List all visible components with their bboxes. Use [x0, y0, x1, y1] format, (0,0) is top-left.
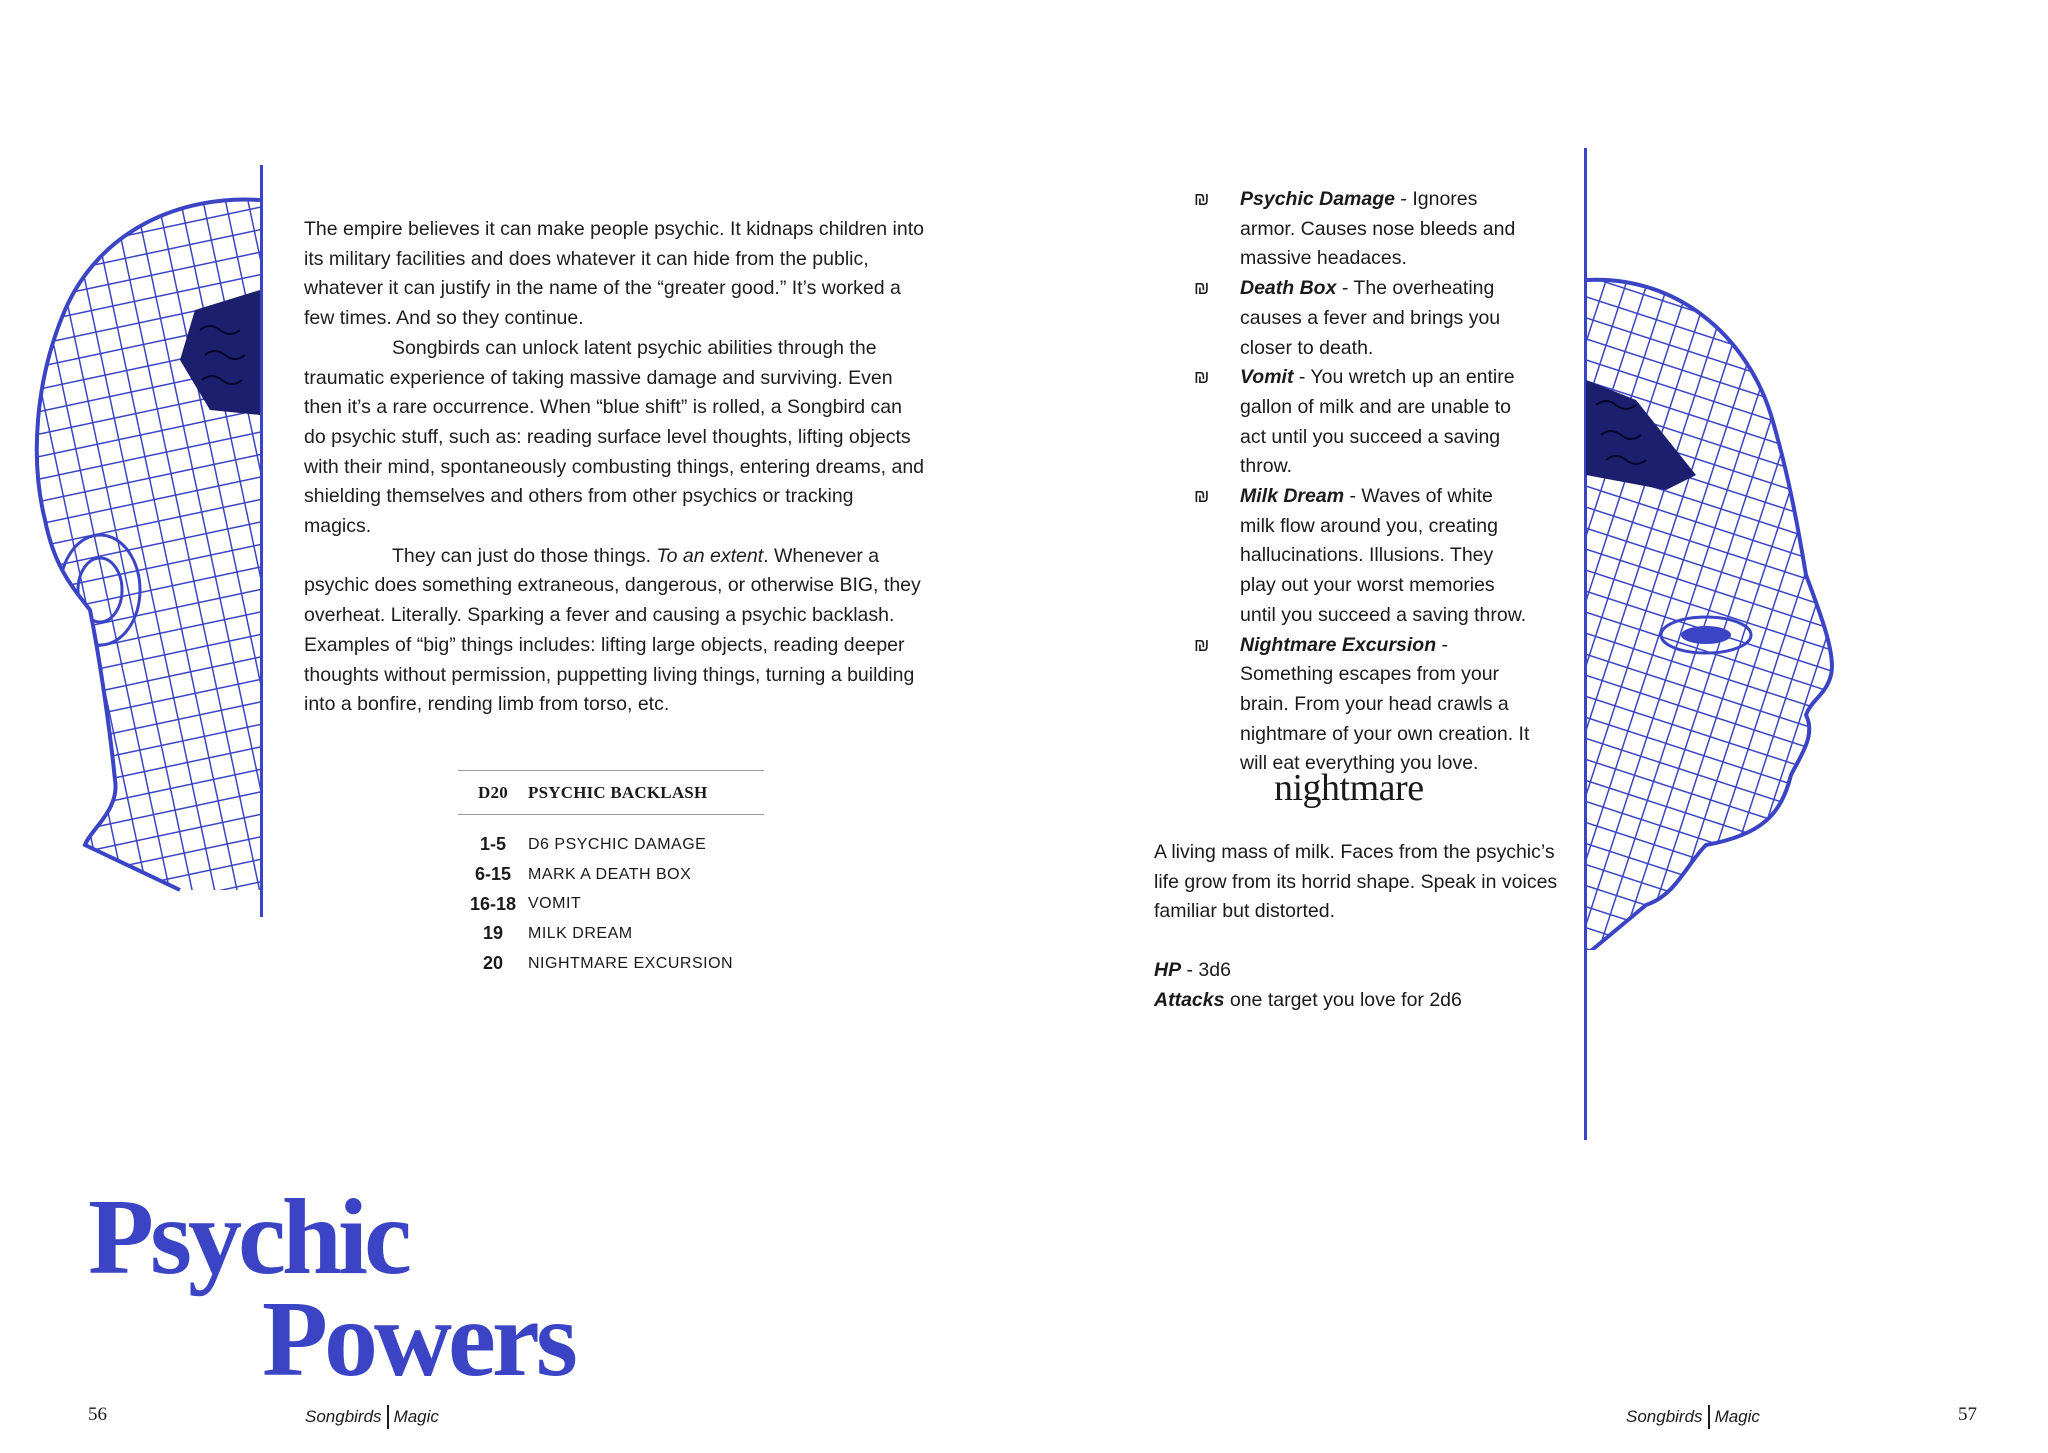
result-cell: NIGHTMARE EXCURSION: [528, 954, 734, 972]
roll-cell: 20: [482, 953, 504, 974]
list-item: [1170, 631, 1530, 780]
monster-description-text: A living mass of milk. Faces from the psychic’s life grow from its horrid shape. Speak in voices familiar but distorted.: [1154, 841, 1558, 923]
running-footer: [1626, 1405, 1760, 1429]
list-item: [1170, 274, 1530, 363]
table-row: [458, 949, 764, 979]
effect-name: Death Box: [1240, 277, 1337, 300]
effect-text: - You wretch up an entire gallon of milk and are unable to act until you succeed a saving throw.: [1240, 366, 1515, 478]
hp-line: [1154, 956, 1462, 986]
effect-name: Milk Dream: [1240, 485, 1345, 508]
roll-cell: 6-15: [474, 864, 512, 885]
attacks-label: Attacks: [1154, 988, 1225, 1011]
right-page: [1024, 0, 2048, 1453]
running-footer: [305, 1405, 439, 1429]
intro-text: [304, 215, 924, 720]
running-section: Magic: [1714, 1407, 1760, 1426]
shekel-bullet-icon: ₪: [1194, 634, 1210, 655]
page-number: 56: [88, 1404, 107, 1425]
roll-cell: 16-18: [469, 893, 517, 914]
list-item: [1170, 363, 1530, 482]
table-header: [458, 771, 764, 814]
effect-text: - Something escapes from your brain. From your head crawls a nightmare of your own creation. It will eat everything you love.: [1240, 633, 1530, 775]
list-item: [1170, 185, 1530, 274]
shekel-bullet-icon: ₪: [1194, 486, 1210, 507]
psychic-backlash-table: [458, 770, 764, 978]
result-cell: MILK DREAM: [528, 924, 633, 942]
paragraph-3-rest: . Whenever a psychic does something extraneous, dangerous, or otherwise BIG, they overheat. Literally. Sparking a fever and causing a psychic backlash. Examples of “big” things includes: lifting large objects, reading deeper thoughts without permission, puppetting living things, turning a building into a bonfire, rending limb from torso, etc.: [304, 544, 921, 716]
monster-name: nightmare: [1274, 767, 1424, 809]
attacks-value: one target you love for 2d6: [1224, 988, 1462, 1011]
effect-text: - Waves of white milk flow around you, creating hallucinations. Illusions. They play out your worst memories until you succeed a saving throw.: [1240, 485, 1527, 626]
chapter-title-line-2: Powers: [262, 1280, 574, 1399]
result-cell: D6 PSYCHIC DAMAGE: [528, 835, 707, 853]
paragraph-3-lead: They can just do those things.: [392, 544, 657, 567]
running-book: Songbirds: [305, 1407, 382, 1426]
result-cell: VOMIT: [528, 895, 582, 913]
paragraph-1: The empire believes it can make people psychic. It kidnaps children into its military facilities and does whatever it can hide from the public, whatever it can justify in the name of the “greater good.” It’s worked a few times. And so they continue.: [304, 218, 924, 330]
table-title-header: PSYCHIC BACKLASH: [528, 782, 708, 802]
paragraph-3: [304, 542, 924, 720]
shekel-bullet-icon: ₪: [1194, 367, 1210, 388]
table-row: [458, 830, 764, 860]
effect-name: Vomit: [1240, 366, 1294, 389]
wireframe-head-profile-icon: [1586, 275, 1866, 950]
result-cell: MARK A DEATH BOX: [528, 865, 692, 883]
footer-divider: [1708, 1405, 1710, 1429]
chapter-title-line-1: Psychic: [88, 1178, 408, 1297]
effect-text: - The overheating causes a fever and brings you closer to death.: [1240, 277, 1501, 359]
effect-name: Nightmare Excursion: [1240, 633, 1437, 656]
attacks-line: [1154, 986, 1462, 1016]
roll-cell: 1-5: [479, 834, 506, 855]
list-item: [1170, 482, 1530, 631]
footer-divider: [387, 1405, 389, 1429]
backlash-effects-list: [1170, 185, 1530, 779]
effect-name: Psychic Damage: [1240, 188, 1396, 210]
shekel-bullet-icon: ₪: [1194, 278, 1210, 299]
paragraph-3-emphasis: To an extent: [656, 544, 764, 567]
die-header: D20: [478, 782, 508, 802]
running-book: Songbirds: [1626, 1407, 1703, 1426]
roll-cell: 19: [482, 923, 504, 944]
hp-label: HP: [1154, 959, 1182, 981]
table-row: [458, 889, 764, 919]
wireframe-head-back-icon: [20, 190, 265, 910]
monster-description: [1154, 838, 1574, 927]
page-number: 57: [1958, 1404, 1977, 1425]
effect-text: - Ignores armor. Causes nose bleeds and massive headaces.: [1240, 188, 1516, 270]
paragraph-2: Songbirds can unlock latent psychic abilities through the traumatic experience of taking massive damage and surviving. Even then it’s a rare occurrence. When “blue shift” is rolled, a Songbird can do psychic stuff, such as: reading surface level thoughts, lifting objects with their mind, spontaneously combusting things, entering dreams, and shielding themselves and others from other psychics or tracking magics.: [304, 336, 925, 538]
table-body: [458, 815, 764, 978]
monster-stats: [1154, 956, 1462, 1015]
running-section: Magic: [393, 1407, 439, 1426]
hp-value: - 3d6: [1181, 959, 1231, 981]
left-divider: [260, 165, 263, 917]
table-row: [458, 919, 764, 949]
table-row: [458, 860, 764, 890]
shekel-bullet-icon: ₪: [1194, 189, 1210, 209]
